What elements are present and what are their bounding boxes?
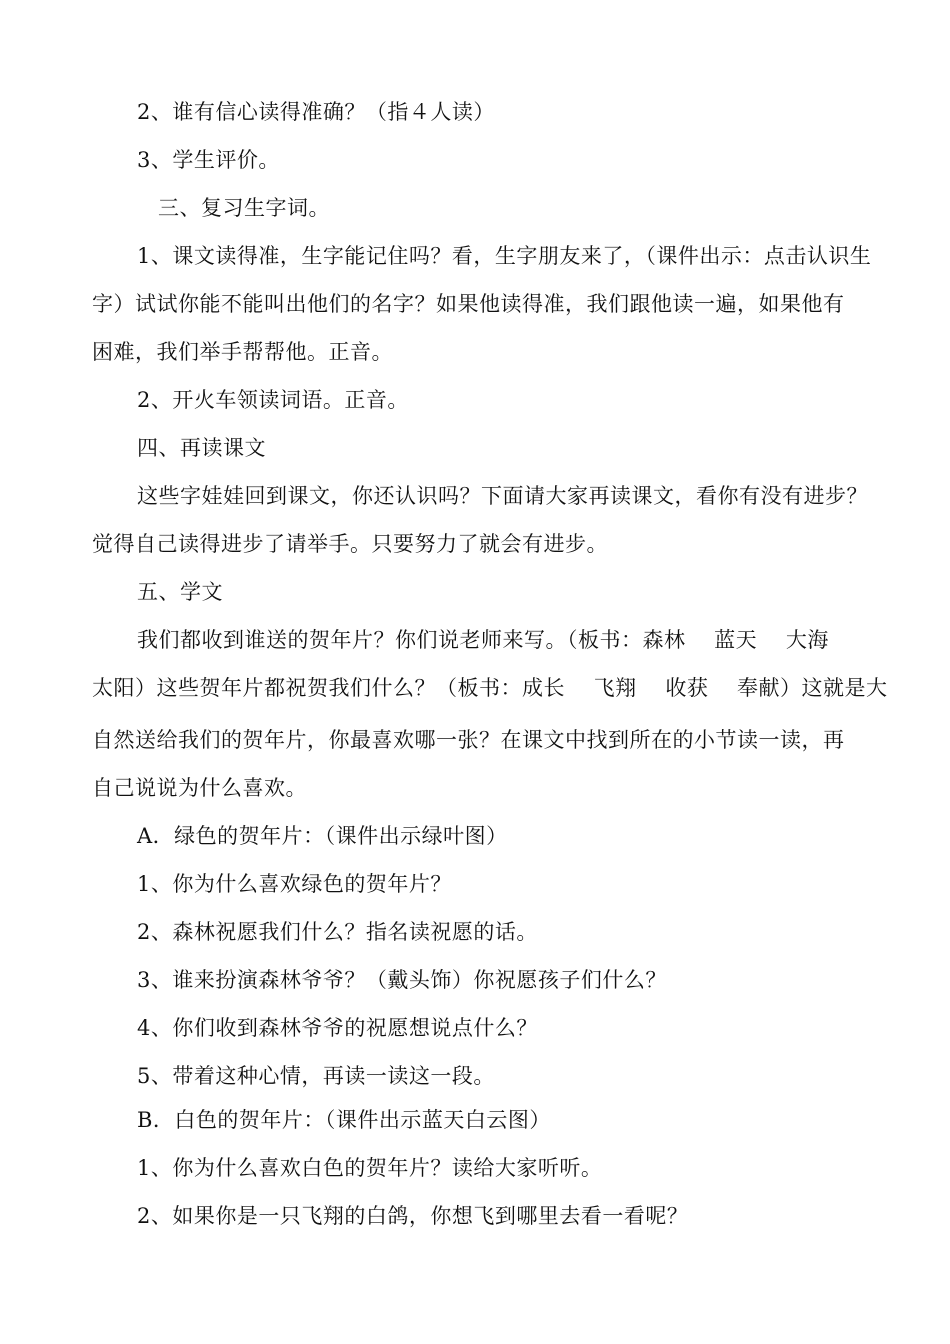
subsection-heading: A．绿色的贺年片：（课件出示绿叶图）: [137, 824, 508, 848]
subsection-heading: B．白色的贺年片：（课件出示蓝天白云图）: [137, 1108, 551, 1132]
text-line: 1、你为什么喜欢白色的贺年片？读给大家听听。: [137, 1156, 603, 1180]
section-heading: 四、再读课文: [137, 436, 266, 460]
text-line: 3、谁来扮演森林爷爷？（戴头饰）你祝愿孩子们什么？: [137, 968, 667, 992]
text-line: 字）试试你能不能叫出他们的名字？如果他读得准，我们跟他读一遍，如果他有: [92, 292, 845, 316]
text-line: 2、开火车领读词语。正音。: [137, 388, 409, 412]
section-heading: 三、复习生字词。: [158, 196, 330, 220]
text-line: 这些字娃娃回到课文，你还认识吗？下面请大家再读课文，看你有没有进步？: [137, 484, 868, 508]
text-line: 我们都收到谁送的贺年片？你们说老师来写。（板书：森林 蓝天 大海: [137, 628, 829, 652]
text-line: 3、学生评价。: [137, 148, 280, 172]
text-line: 1、课文读得准，生字能记住吗？看，生字朋友来了，（课件出示：点击认识生: [137, 244, 872, 268]
text-line: 1、你为什么喜欢绿色的贺年片？: [137, 872, 452, 896]
text-line: 2、森林祝愿我们什么？指名读祝愿的话。: [137, 920, 538, 944]
section-heading: 五、学文: [137, 580, 223, 604]
text-line: 4、你们收到森林爷爷的祝愿想说点什么？: [137, 1016, 538, 1040]
text-line: 2、谁有信心读得准确？（指４人读）: [137, 100, 495, 124]
text-line: 自己说说为什么喜欢。: [92, 776, 307, 800]
text-line: 太阳）这些贺年片都祝贺我们什么？（板书：成长 飞翔 收获 奉献）这就是大: [92, 676, 888, 700]
text-line: 自然送给我们的贺年片，你最喜欢哪一张？在课文中找到所在的小节读一读，再: [92, 728, 845, 752]
text-line: 5、带着这种心情，再读一读这一段。: [137, 1064, 495, 1088]
text-line: 2、如果你是一只飞翔的白鸽，你想飞到哪里去看一看呢？: [137, 1204, 689, 1228]
text-line: 觉得自己读得进步了请举手。只要努力了就会有进步。: [92, 532, 608, 556]
text-line: 困难，我们举手帮帮他。正音。: [92, 340, 393, 364]
